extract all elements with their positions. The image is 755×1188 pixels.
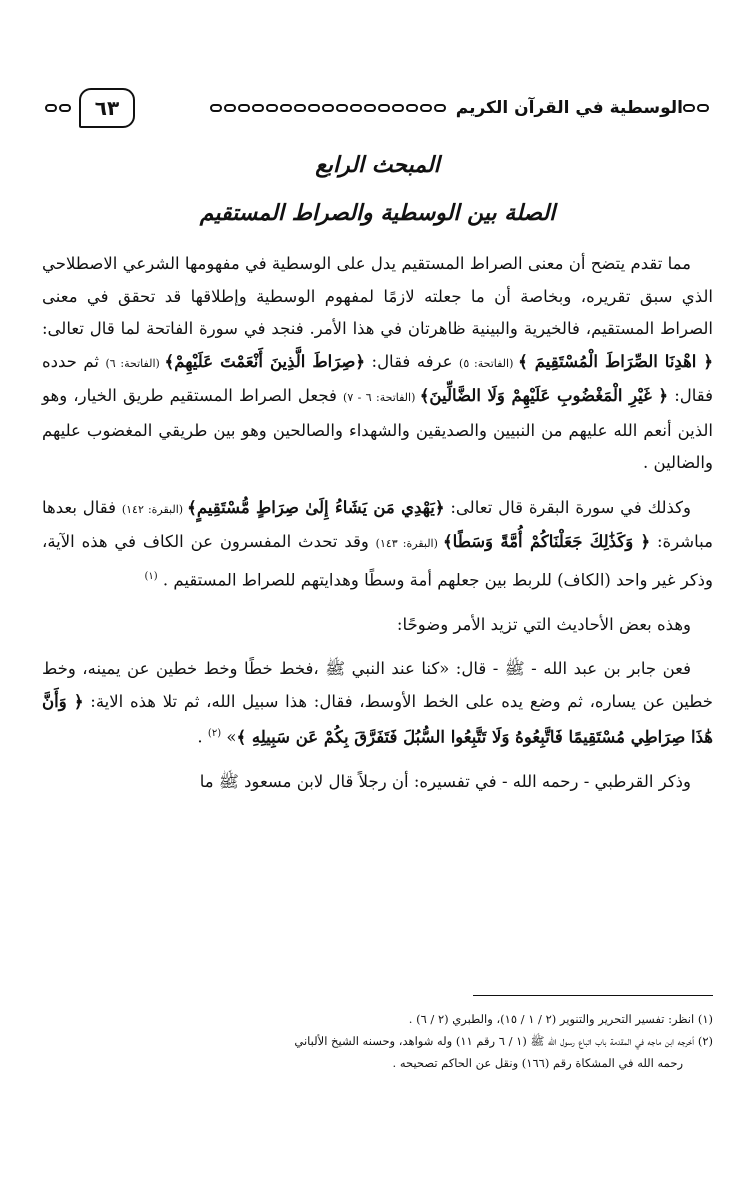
paragraph xyxy=(42,248,713,480)
text-run: وذكر القرطبي - رحمه الله - في تفسيره: أن رجلاً قال لابن مسعود ﷺ ما xyxy=(199,772,691,791)
quran-verse: ﴿ اهْدِنَا الصِّرَاطَ الْمُسْتَقِيمَ ﴾ xyxy=(518,351,714,371)
verse-reference: (الفاتحة: ٦) xyxy=(105,356,165,370)
paragraph xyxy=(42,653,713,754)
footnote-2-continued: رحمه الله في المشكاة رقم (١٦٦) ونقل عن الحاكم تصحيحه . xyxy=(392,1056,683,1070)
running-header xyxy=(45,90,713,126)
quran-verse: ﴿ غَيْرِ الْمَغْضُوبِ عَلَيْهِمْ وَلَا الضَّالِّينَ﴾ xyxy=(419,386,669,405)
header-ornament-left xyxy=(45,104,71,112)
text-run: . xyxy=(197,727,208,747)
text-run: وهذه بعض الأحاديث التي تزيد الأمر وضوحًا: xyxy=(396,614,691,634)
page-number: ٦٣ xyxy=(79,88,135,128)
text-run: فجعل الصراط المستقيم طريق الخيار، وهو الذين أنعم الله عليهم من النبيين والصديقين والشهداء والصالحين وهو بين طريقي المغضوب عليهم والضالين . xyxy=(42,386,713,472)
text-run: مما تقدم يتضح أن معنى الصراط المستقيم يدل على الوسطية في مفهومها الشرعي الاصطلاحي الذي سبق تقريره، وبخاصة أن ما جعلته لازمًا لمفهوم الوسطية وإطلاقها قد تحقق في معنى الصراط المستقيم، فالخيرية والبينية ظاهرتان في هذا الأمر. فنجد في سورة الفاتحة لما قال تعالى: xyxy=(42,254,713,338)
body-text xyxy=(42,248,713,799)
quran-verse: ﴿ وَكَذَٰلِكَ جَعَلْنَاكُمْ أُمَّةً وَسَطًا﴾ xyxy=(443,532,651,551)
quran-verse: ﴿يَهْدِي مَن يَشَاءُ إِلَىٰ صِرَاطٍ مُّسْتَقِيمٍ﴾ xyxy=(187,497,445,517)
paragraph xyxy=(42,766,713,799)
text-run: ثم حدده فقال: xyxy=(42,351,713,405)
text-run: » xyxy=(221,727,237,747)
footnote-1: (١) انظر: تفسير التحرير والتنوير (٢ / ١ / ١٥)، والطبري (٢ / ٦) . xyxy=(408,1012,713,1026)
text-run: وقد تحدث المفسرون عن الكاف في هذه الآية، وذكر غير واحد (الكاف) للربط بين جعلهم أمة وسطًا وهدايتهم للصراط المستقيم . xyxy=(42,532,713,589)
paragraph xyxy=(42,609,713,642)
header-ornament-middle xyxy=(143,104,446,112)
footnotes xyxy=(42,1008,713,1074)
section-heading: المبحث الرابع xyxy=(315,152,440,178)
text-run: عرفه فقال: xyxy=(365,351,460,371)
book-title: الوسطية في القرآن الكريم xyxy=(455,98,683,118)
verse-reference: (الفاتحة: ٥) xyxy=(459,356,519,370)
footnote-marker: (٢) xyxy=(207,728,222,739)
header-ornament-right xyxy=(683,104,709,112)
footnote-2: (٢) أخرجه ابن ماجه في المقدمة باب اتباع رسول الله ﷺ (١ / ٦ رقم ١١) وله شواهد، وحسنه الشيخ الألباني xyxy=(294,1034,713,1048)
text-run: فقال بعدها مباشرة: xyxy=(42,497,713,551)
footnote-marker: (١) xyxy=(144,570,158,582)
text-run: فعن جابر بن عبد الله - ﷺ - قال: «كنا عند النبي ﷺ ،فخط خطًا وخط خطين عن يمينه، وخط خطين عن يساره، ثم وضع يده على الخط الأوسط، فقال: هذا سبيل الله، ثم تلا هذه الاية: xyxy=(42,659,713,711)
quran-verse: ﴿صِرَاطَ الَّذِينَ أَنْعَمْتَ عَلَيْهِمْ﴾ xyxy=(164,351,366,371)
section-title: الصلة بين الوسطية والصراط المستقيم xyxy=(199,200,556,226)
verse-reference: (البقرة: ١٤٢) xyxy=(121,502,188,516)
paragraph xyxy=(42,492,713,597)
verse-reference: (الفاتحة: ٦ - ٧) xyxy=(343,391,420,404)
quran-verse: ﴿ وَأَنَّ هَٰذَا صِرَاطِي مُسْتَقِيمًا فَاتَّبِعُوهُ وَلَا تَتَّبِعُوا السُّبُلَ فَتَفَرَّقَ بِكُمْ عَن سَبِيلِهِ ﴾ xyxy=(42,691,713,747)
verse-reference: (البقرة: ١٤٣) xyxy=(375,537,443,550)
footnote-divider xyxy=(473,995,713,996)
text-run: وكذلك في سورة البقرة قال تعالى: xyxy=(444,497,692,517)
